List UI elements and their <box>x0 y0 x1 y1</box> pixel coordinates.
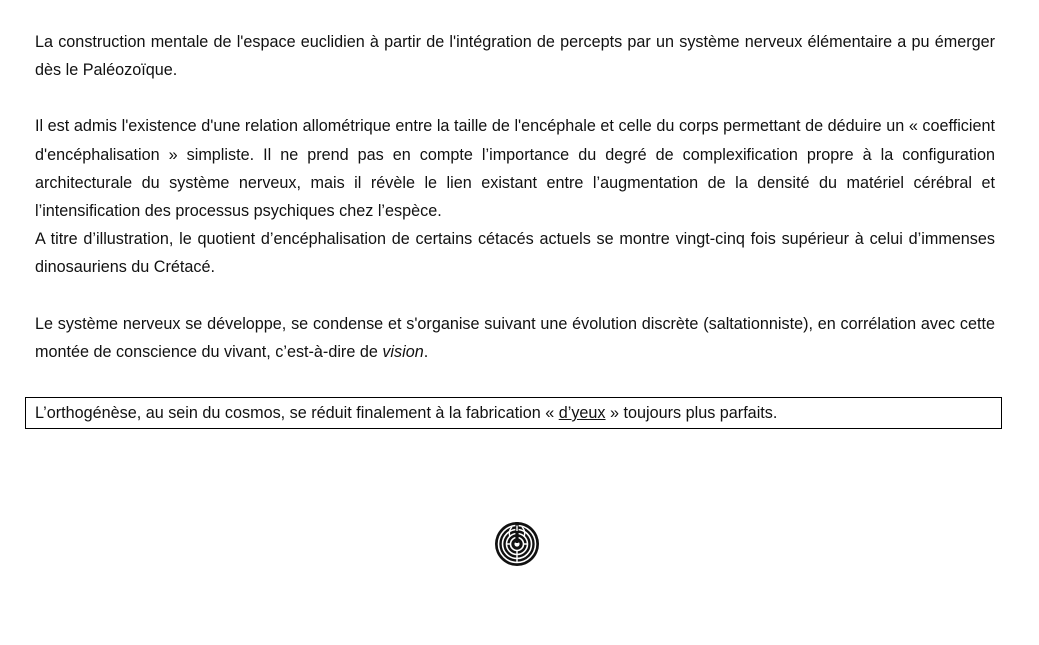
paragraph-gap <box>35 282 995 310</box>
paragraph-cetaceans: A titre d’illustration, le quotient d’encéphalisation de certains cétacés actuels se montre vingt-cinq fois supérieur à celui d’immenses dinosauriens du Crétacé. <box>35 230 995 277</box>
paragraph-paleozoic: La construction mentale de l'espace euclidien à partir de l'intégration de percepts par un système nerveux élémentaire a pu émerger dès le Paléozoïque. <box>35 33 995 80</box>
paragraph-end-period: . <box>423 342 429 361</box>
labyrinth-icon <box>494 521 540 567</box>
underlined-eyes: d’yeux <box>558 404 606 422</box>
boxed-quote <box>25 397 1002 429</box>
boxed-quote-text <box>35 400 777 426</box>
paragraph-nervous-system-text: Le système nerveux se développe, se condense et s'organise suivant une évolution discrète (saltationniste), en corrélation avec cette montée de conscience du vivant, c’est-à-dire de <box>35 314 995 361</box>
quote-after: » toujours plus parfaits. <box>605 404 778 422</box>
paragraph-nervous-system <box>35 310 995 366</box>
paragraph-encephalization: Il est admis l'existence d'une relation allométrique entre la taille de l'encéphale et celle du corps permettant de déduire un « coefficient d'encéphalisation » simpliste. Il ne prend pas en compte l’importance du degré de complexification propre à la configuration architecturale du système nerveux, mais il révèle le lien existant entre l’augmentation de la densité du matériel cérébral et l’intensification des processus psychiques chez l’espèce. <box>35 117 995 221</box>
vision-word: vision <box>382 342 424 361</box>
paragraph-gap <box>35 84 995 112</box>
quote-before: L’orthogénèse, au sein du cosmos, se réduit finalement à la fabrication « <box>35 404 559 422</box>
document-body <box>35 28 995 366</box>
